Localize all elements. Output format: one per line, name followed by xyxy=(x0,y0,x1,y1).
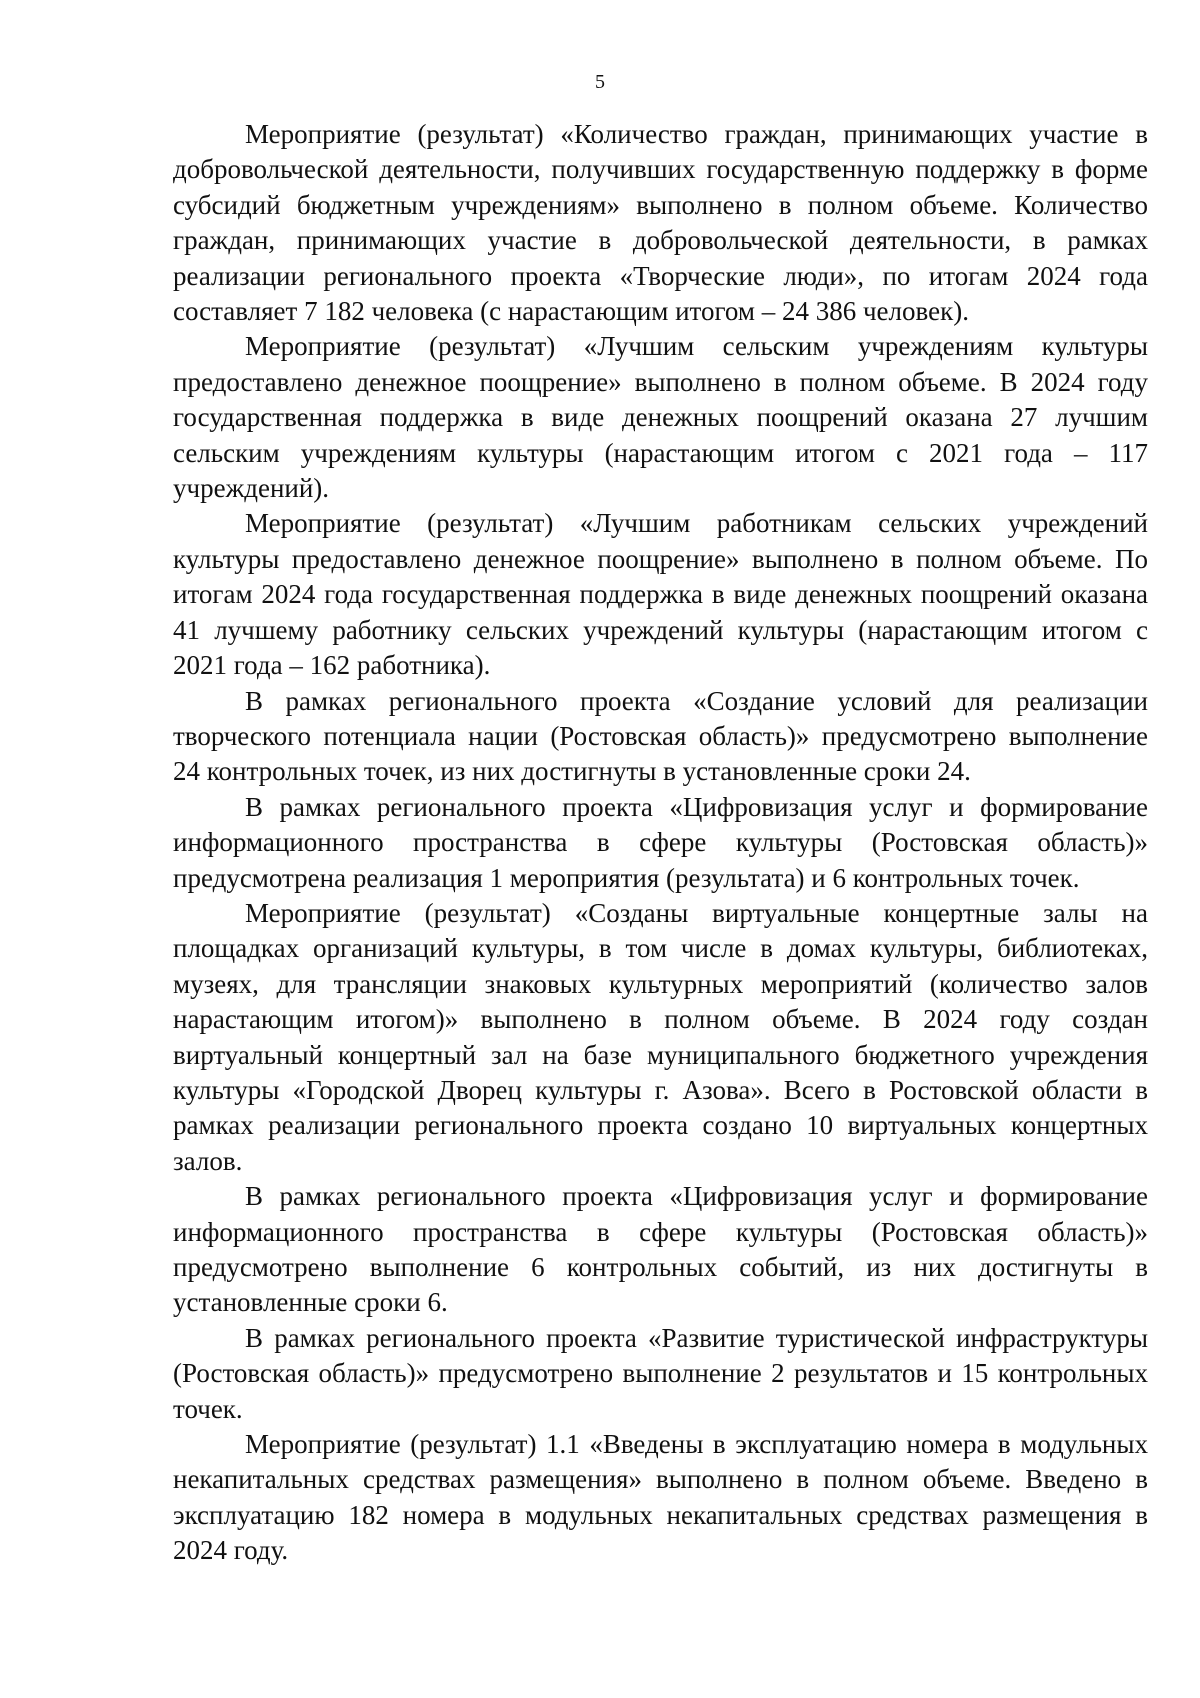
paragraph-digitalization-project: В рамках регионального проекта «Цифровизация услуг и формирование информационного пространства в сфере культуры (Ростовская область)» предусмотрена реализация 1 мероприятия (результата) и 6 контрольных точек. xyxy=(173,791,1148,893)
paragraph-virtual-concert-halls: Мероприятие (результат) «Созданы виртуальные концертные залы на площадках организаций культуры, в том числе в домах культуры, библиотеках, музеях, для трансляции знаковых культурных мероприятий (количество залов нарастающим итогом)» выполнено в полном объеме. В 2024 году создан виртуальный концертный зал на базе муниципального бюджетного учреждения культуры «Городской Дворец культуры г. Азова». Всего в Ростовской области в рамках реализации регионального проекта создано 10 виртуальных концертных залов. xyxy=(173,897,1148,1176)
page-number: 5 xyxy=(595,71,605,93)
paragraph-modular-accommodation: Мероприятие (результат) 1.1 «Введены в эксплуатацию номера в модульных некапитальных средствах размещения» выполнено в полном объеме. Введено в эксплуатацию 182 номера в модульных некапитальных средствах размещения в 2024 году. xyxy=(173,1429,1148,1566)
paragraph-tourism-infrastructure-project: В рамках регионального проекта «Развитие туристической инфраструктуры (Ростовская область)» предусмотрено выполнение 2 результатов и 15 контрольных точек. xyxy=(173,1322,1148,1424)
document-body xyxy=(173,117,1148,1569)
paragraph-digitalization-control-events: В рамках регионального проекта «Цифровизация услуг и формирование информационного пространства в сфере культуры (Ростовская область)» предусмотрено выполнение 6 контрольных событий, из них достигнуты в установленные сроки 6. xyxy=(173,1181,1148,1318)
paragraph-volunteers: Мероприятие (результат) «Количество граждан, принимающих участие в добровольческой деятельности, получивших государственную поддержку в форме субсидий бюджетным учреждениям» выполнено в полном объеме. Количество граждан, принимающих участие в добровольческой деятельности, в рамках реализации регионального проекта «Творческие люди», по итогам 2024 года составляет 7 182 человека (с нарастающим итогом – 24 386 человек). xyxy=(173,119,1148,327)
paragraph-creative-potential-project: В рамках регионального проекта «Создание условий для реализации творческого потенциала нации (Ростовская область)» предусмотрено выполнение 24 контрольных точек, из них достигнуты в установленные сроки 24. xyxy=(173,685,1148,787)
paragraph-rural-institutions-reward: Мероприятие (результат) «Лучшим сельским учреждениям культуры предоставлено денежное поощрение» выполнено в полном объеме. В 2024 году государственная поддержка в виде денежных поощрений оказана 27 лучшим сельским учреждениям культуры (нарастающим итогом с 2021 года – 117 учреждений). xyxy=(173,331,1148,504)
paragraph-rural-workers-reward: Мероприятие (результат) «Лучшим работникам сельских учреждений культуры предоставлено денежное поощрение» выполнено в полном объеме. По итогам 2024 года государственная поддержка в виде денежных поощрений оказана 41 лучшему работнику сельских учреждений культуры (нарастающим итогом с 2021 года – 162 работника). xyxy=(173,508,1148,681)
